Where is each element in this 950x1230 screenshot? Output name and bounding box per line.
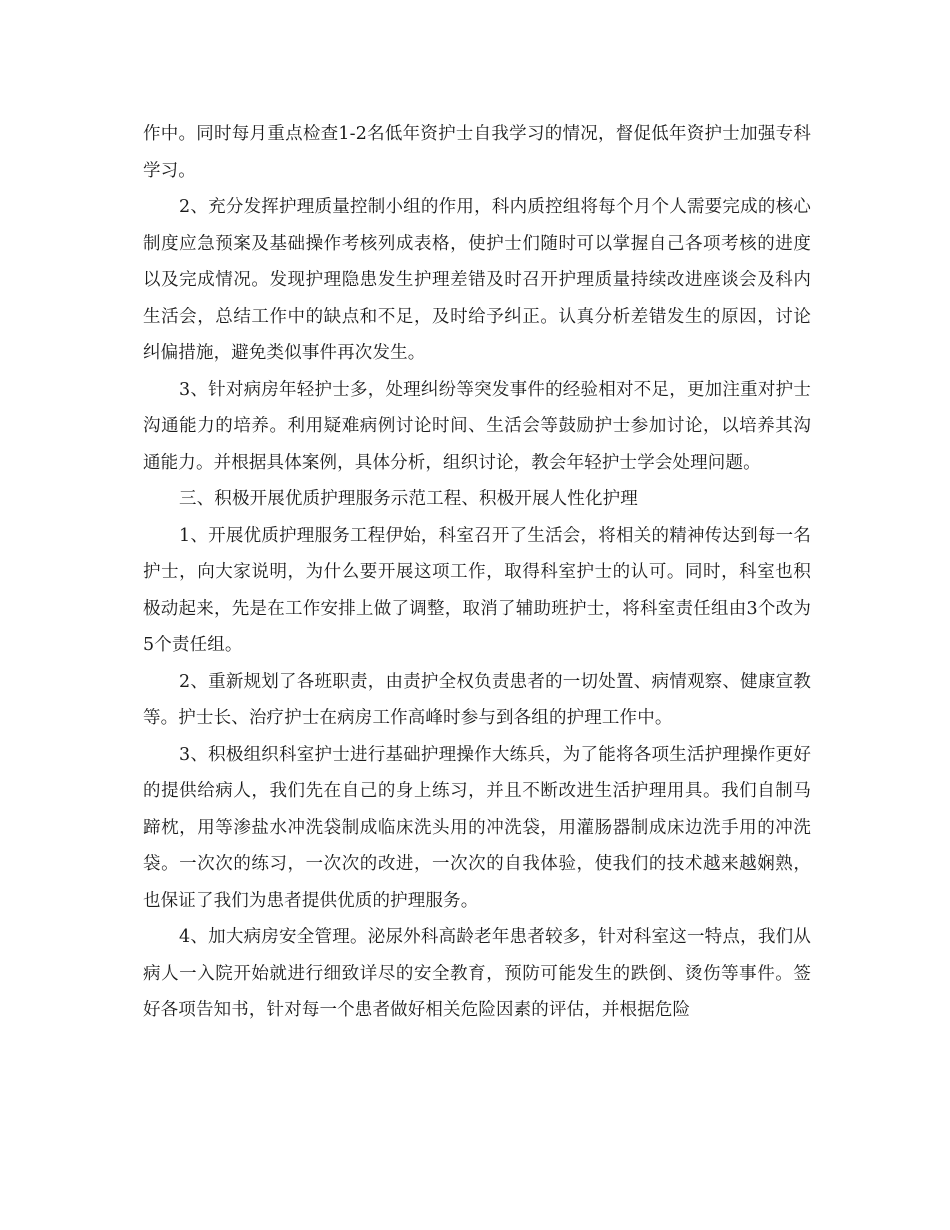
paragraph-communication-training: 3、针对病房年轻护士多，处理纠纷等突发事件的经验相对不足，更加注重对护士沟通能力的培养。利用疑难病例讨论时间、生活会等鼓励护士参加讨论，以培养其沟通能力。并根据具体案例，具体分析，组织讨论，教会年轻护士学会处理问题。 [143, 379, 811, 473]
paragraph-service-project-start: 1、开展优质护理服务工程伊始，科室召开了生活会，将相关的精神传达到每一名护士，向大家说明，为什么要开展这项工作，取得科室护士的认可。同时，科室也积极动起来，先是在工作安排上做了调整，取消了辅助班护士，将科室责任组由3个改为5个责任组。 [143, 525, 811, 655]
section-heading-quality-nursing: 三、积极开展优质护理服务示范工程、积极开展人性化护理 [179, 489, 638, 509]
paragraph-ward-safety: 4、加大病房安全管理。泌尿外科高龄老年患者较多，针对科室这一特点，我们从病人一入院开始就进行细致详尽的安全教育，预防可能发生的跌倒、烫伤等事件。签好各项告知书，针对每一个患者做好相关危险因素的评估，并根据危险 [143, 927, 811, 1020]
paragraph-duty-planning: 2、重新规划了各班职责，由责护全权负责患者的一切处置、病情观察、健康宣教等。护士长、治疗护士在病房工作高峰时参与到各组的护理工作中。 [143, 671, 811, 728]
document-body [143, 116, 811, 1029]
paragraph-continuation: 作中。同时每月重点检查1-2名低年资护士自我学习的情况，督促低年资护士加强专科学习。 [143, 124, 811, 181]
paragraph-quality-control: 2、充分发挥护理质量控制小组的作用，科内质控组将每个月个人需要完成的核心制度应急预案及基础操作考核列成表格，使护士们随时可以掌握自己各项考核的进度以及完成情况。发现护理隐患发生护理差错及时召开护理质量持续改进座谈会及科内生活会，总结工作中的缺点和不足，及时给予纠正。认真分析差错发生的原因，讨论纠偏措施，避免类似事件再次发生。 [143, 197, 811, 363]
paragraph-skills-training: 3、积极组织科室护士进行基础护理操作大练兵，为了能将各项生活护理操作更好的提供给病人，我们先在自己的身上练习，并且不断改进生活护理用具。我们自制马蹄枕，用等渗盐水冲洗袋制成临床洗头用的冲洗袋，用灌肠器制成床边洗手用的冲洗袋。一次次的练习，一次次的改进，一次次的自我体验，使我们的技术越来越娴熟，也保证了我们为患者提供优质的护理服务。 [143, 744, 811, 911]
